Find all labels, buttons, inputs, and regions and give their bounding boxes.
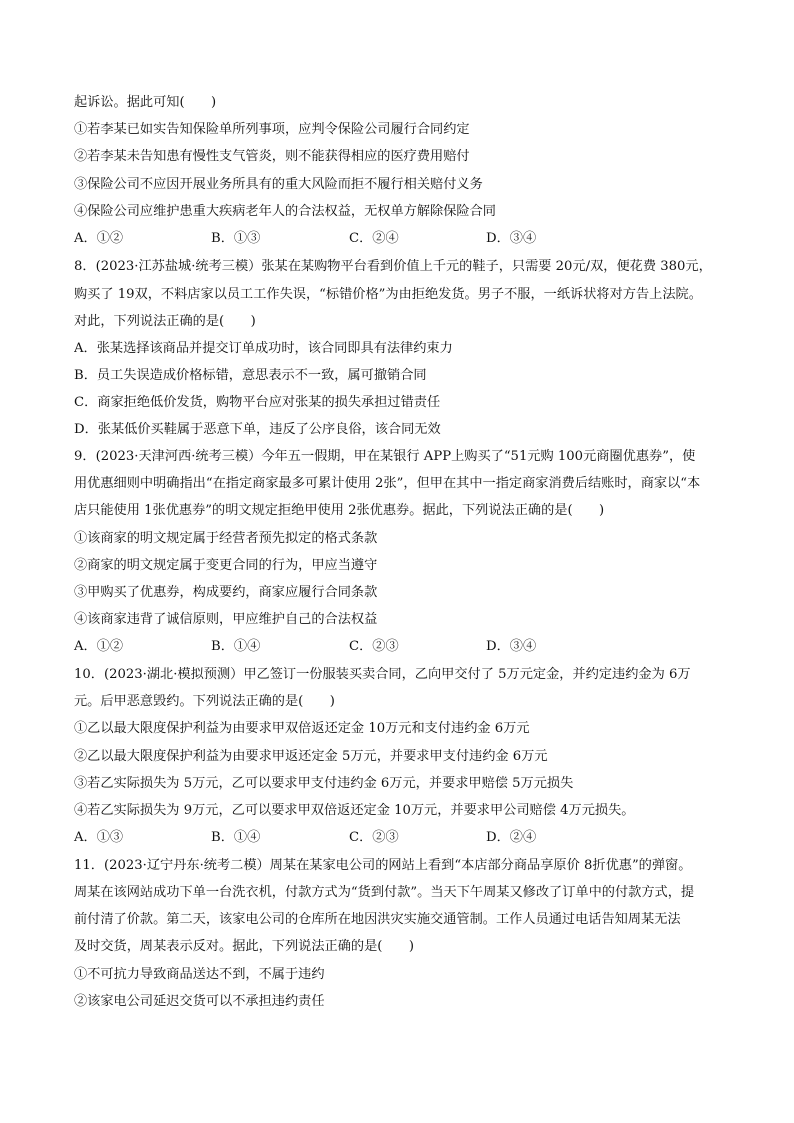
q9-option-b: B．①④ xyxy=(211,639,261,654)
q10-option-a: A．①③ xyxy=(74,830,124,845)
q9-statement-2: ②商家的明文规定属于变更合同的行为，甲应当遵守 xyxy=(74,558,378,573)
q8-stem-line-1: 8．(2023·江苏盐城·统考三模）张某在某购物平台看到价值上千元的鞋子，只需要 20元/双，便花费 380元， xyxy=(74,259,712,274)
q9-option-d: D．③④ xyxy=(486,639,537,654)
q10-statement-2: ②乙以最大限度保护利益为由要求甲返还定金 5万元，并要求甲支付违约金 6万元 xyxy=(74,749,548,764)
q9-statement-3: ③甲购买了优惠券，构成要约，商家应履行合同条款 xyxy=(74,585,378,600)
q10-statement-4: ④若乙实际损失为 9万元，乙可以要求甲双倍返还定金 10万元，并要求甲公司赔偿 4万元损失。 xyxy=(74,803,635,818)
q7-statement-1: ①若李某已如实告知保险单所列事项，应判令保险公司履行合同约定 xyxy=(74,122,470,137)
q9-option-a: A．①② xyxy=(74,639,124,654)
q10-option-b: B．①④ xyxy=(211,830,261,845)
q11-stem-line-4: 及时交货，周某表示反对。据此，下列说法正确的是( ) xyxy=(74,939,414,954)
q7-options xyxy=(74,229,734,249)
q7-stem-tail: 起诉讼。据此可知( ) xyxy=(74,95,217,110)
q10-option-c: C．②③ xyxy=(349,830,399,845)
q10-statement-1: ①乙以最大限度保护利益为由要求甲双倍返还定金 10万元和支付违约金 6万元 xyxy=(74,721,530,736)
q8-stem-line-2: 购买了 19双，不料店家以员工工作失误，“标错价格”为由拒绝发货。男子不服，一纸诉状将对方告上法院。 xyxy=(74,287,702,302)
q7-option-c: C．②④ xyxy=(349,231,399,246)
q8-option-c: C．商家拒绝低价发货，购物平台应对张某的损失承担过错责任 xyxy=(74,395,441,410)
q9-options xyxy=(74,637,734,657)
q7-statement-3: ③保险公司不应因开展业务所具有的重大风险而拒不履行相关赔付义务 xyxy=(74,177,483,192)
q10-statement-3: ③若乙实际损失为 5万元，乙可以要求甲支付违约金 6万元，并要求甲赔偿 5万元损失 xyxy=(74,776,574,791)
q10-option-d: D．②④ xyxy=(486,830,537,845)
q7-statement-2: ②若李某未告知患有慢性支气管炎，则不能获得相应的医疗费用赔付 xyxy=(74,149,470,164)
q7-statement-4: ④保险公司应维护患重大疾病老年人的合法权益，无权单方解除保险合同 xyxy=(74,204,496,219)
q7-option-a: A．①② xyxy=(74,231,124,246)
q8-option-d: D．张某低价买鞋属于恶意下单，违反了公序良俗，该合同无效 xyxy=(74,422,441,437)
q9-stem-line-2: 用优惠细则中明确指出“在指定商家最多可累计使用 2张”，但甲在其中一指定商家消费后结账时，商家以“本 xyxy=(74,476,701,491)
q11-stem-line-1: 11．(2023·辽宁丹东·统考二模）周某在某家电公司的网站上看到“本店部分商品享原价 8折优惠”的弹窗。 xyxy=(74,858,692,873)
q11-statement-1: ①不可抗力导致商品送达不到，不属于违约 xyxy=(74,967,325,982)
q9-stem-line-1: 9．(2023·天津河西·统考三模）今年五一假期，甲在某银行 APP上购买了“51元购 100元商圈优惠券”，使 xyxy=(74,449,696,464)
q9-stem-line-3: 店只能使用 1张优惠券”的明文规定拒绝甲使用 2张优惠券。据此，下列说法正确的是( ) xyxy=(74,503,605,518)
q7-option-d: D．③④ xyxy=(486,231,537,246)
q10-stem-line-2: 元。后甲恶意毁约。下列说法正确的是( ) xyxy=(74,694,335,709)
q8-option-a: A．张某选择该商品并提交订单成功时，该合同即具有法律约束力 xyxy=(74,341,453,356)
q11-stem-line-3: 前付清了价款。第二天，该家电公司的仓库所在地因洪灾实施交通管制。工作人员通过电话告知周某无法 xyxy=(74,912,681,927)
q10-stem-line-1: 10．(2023·湖北·模拟预测）甲乙签订一份服装买卖合同，乙向甲交付了 5万元定金，并约定违约金为 6万 xyxy=(74,667,691,682)
q10-options xyxy=(74,828,734,848)
q11-statement-2: ②该家电公司延迟交货可以不承担违约责任 xyxy=(74,994,325,1009)
q8-stem-line-3: 对此，下列说法正确的是( ) xyxy=(74,314,256,329)
q8-option-b: B．员工失误造成价格标错，意思表示不一致，属可撤销合同 xyxy=(74,368,427,383)
q11-stem-line-2: 周某在该网站成功下单一台洗衣机，付款方式为“货到付款”。当天下午周某又修改了订单中的付款方式，提 xyxy=(74,885,695,900)
q9-statement-1: ①该商家的明文规定属于经营者预先拟定的格式条款 xyxy=(74,531,378,546)
q7-option-b: B．①③ xyxy=(211,231,261,246)
q9-statement-4: ④该商家违背了诚信原则，甲应维护自己的合法权益 xyxy=(74,612,378,627)
q9-option-c: C．②③ xyxy=(349,639,399,654)
